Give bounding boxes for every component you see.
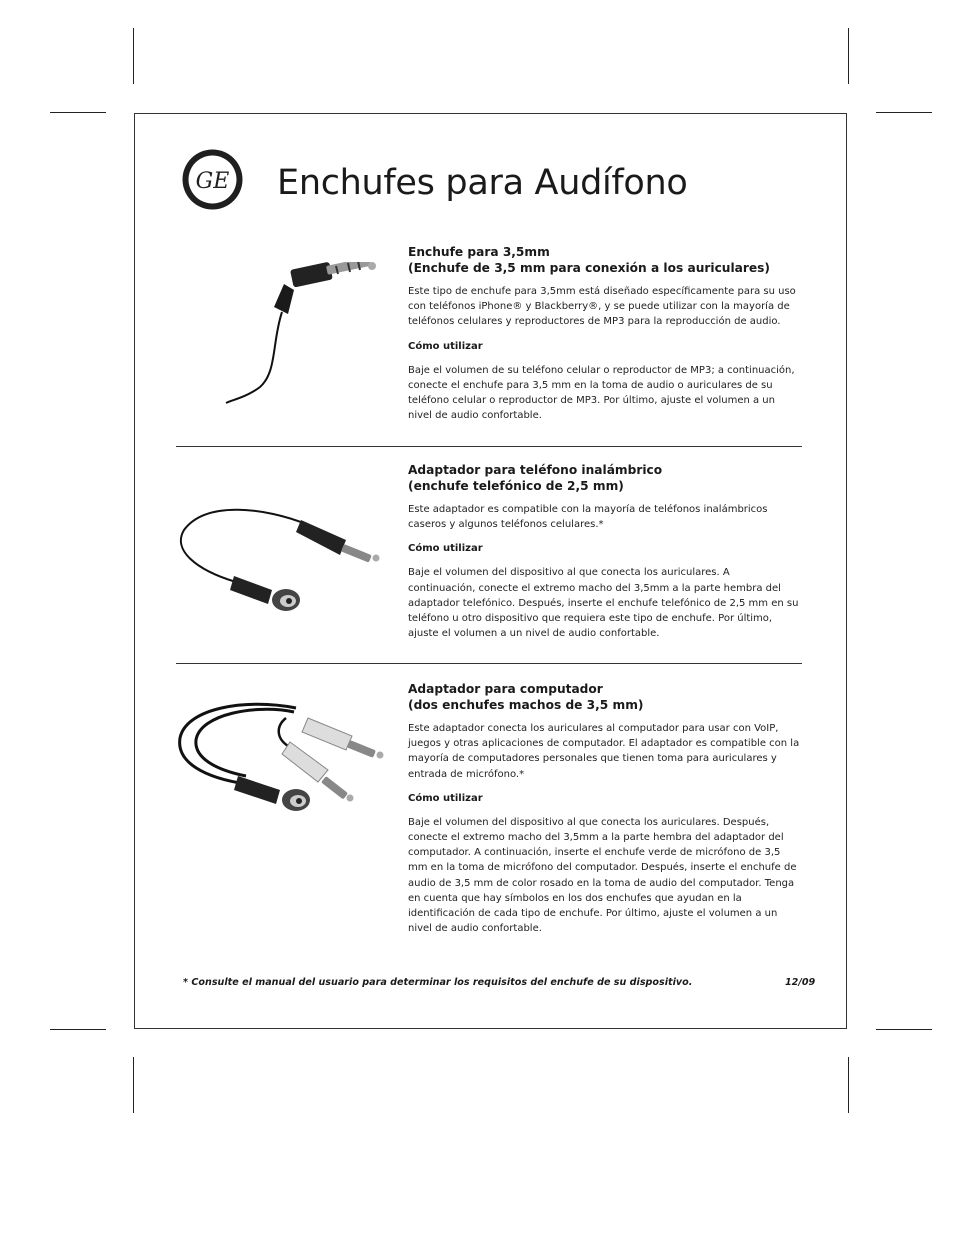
crop-mark <box>133 1057 134 1113</box>
section-heading: Adaptador para computador (dos enchufes machos de 3,5 mm) <box>408 682 644 712</box>
howto-label: Cómo utilizar <box>408 543 483 555</box>
angled-35mm-plug-image <box>222 262 382 407</box>
page-title: Enchufes para Audífono <box>277 163 688 203</box>
footnote: * Consulte el manual del usuario para determinar los requisitos del enchufe de su dispositivo. <box>183 977 693 988</box>
section-divider <box>176 663 802 664</box>
howto-text: Baje el volumen del dispositivo al que conecta los auriculares. A continuación, conecte el extremo macho del 3,5mm a la parte hembra del adaptador telefónico. Después, inserte el enchufe telefónico de 2,5 mm en su teléfono u otro dispositivo que requiera este tipo de enchufe. Por último, ajuste el volumen a un nivel de audio confortable. <box>408 567 799 640</box>
section-description: Este tipo de enchufe para 3,5mm está diseñado específicamente para su uso con teléfonos iPhone® y Blackberry®, y se puede utilizar con la mayoría de teléfonos celulares y reproductores de MP3 para la reproducción de audio. <box>408 286 796 328</box>
section-description: Este adaptador es compatible con la mayoría de teléfonos inalámbricos caseros y algunos teléfonos celulares.* <box>408 504 768 531</box>
crop-mark <box>876 1029 932 1030</box>
howto-label: Cómo utilizar <box>408 792 483 804</box>
section-computer-adapter <box>408 681 800 936</box>
crop-mark <box>876 112 932 113</box>
section-description: Este adaptador conecta los auriculares al computador para usar con VoIP, juegos y otras aplicaciones de computador. El adaptador es compatible con la mayoría de computadores personales que tienen toma para auriculares y entrada de micrófono.* <box>408 723 800 780</box>
howto-text: Baje el volumen de su teléfono celular o reproductor de MP3; a continuación, conecte el enchufe para 3,5 mm en la toma de audio o auriculares de su teléfono celular o reproductor de MP3. Por último, ajuste el volumen a un nivel de audio confortable. <box>408 364 795 422</box>
howto-label: Cómo utilizar <box>408 340 483 352</box>
ge-logo <box>182 149 243 210</box>
howto-text: Baje el volumen del dispositivo al que conecta los auriculares. Después, conecte el extremo macho del 3,5mm a la parte hembra del adaptador del computador. A continuación, inserte el enchufe verde de micrófono de 3,5 mm en la toma de micrófono del computador. Después, inserte el enchufe de audio de 3,5 mm de color rosado en la toma de audio del computador. Tenga en cuenta que hay símbolos en los dos enchufes que ayudan en la identificación de cada tipo de enchufe. Por último, ajuste el volumen a un nivel de audio confortable. <box>408 816 797 935</box>
crop-mark <box>50 112 106 113</box>
phone-adapter-image <box>176 500 396 615</box>
section-35mm-plug <box>408 244 800 423</box>
section-phone-adapter <box>408 462 800 641</box>
crop-mark <box>50 1029 106 1030</box>
crop-mark <box>848 28 849 84</box>
logo-lettering: GE <box>195 169 230 194</box>
section-heading: Enchufe para 3,5mm (Enchufe de 3,5 mm para conexión a los auriculares) <box>408 245 770 275</box>
crop-mark <box>133 28 134 84</box>
revision-date: 12/09 <box>785 977 816 988</box>
section-divider <box>176 446 802 447</box>
section-heading: Adaptador para teléfono inalámbrico (enchufe telefónico de 2,5 mm) <box>408 463 663 493</box>
crop-mark <box>848 1057 849 1113</box>
computer-adapter-image <box>176 688 406 818</box>
